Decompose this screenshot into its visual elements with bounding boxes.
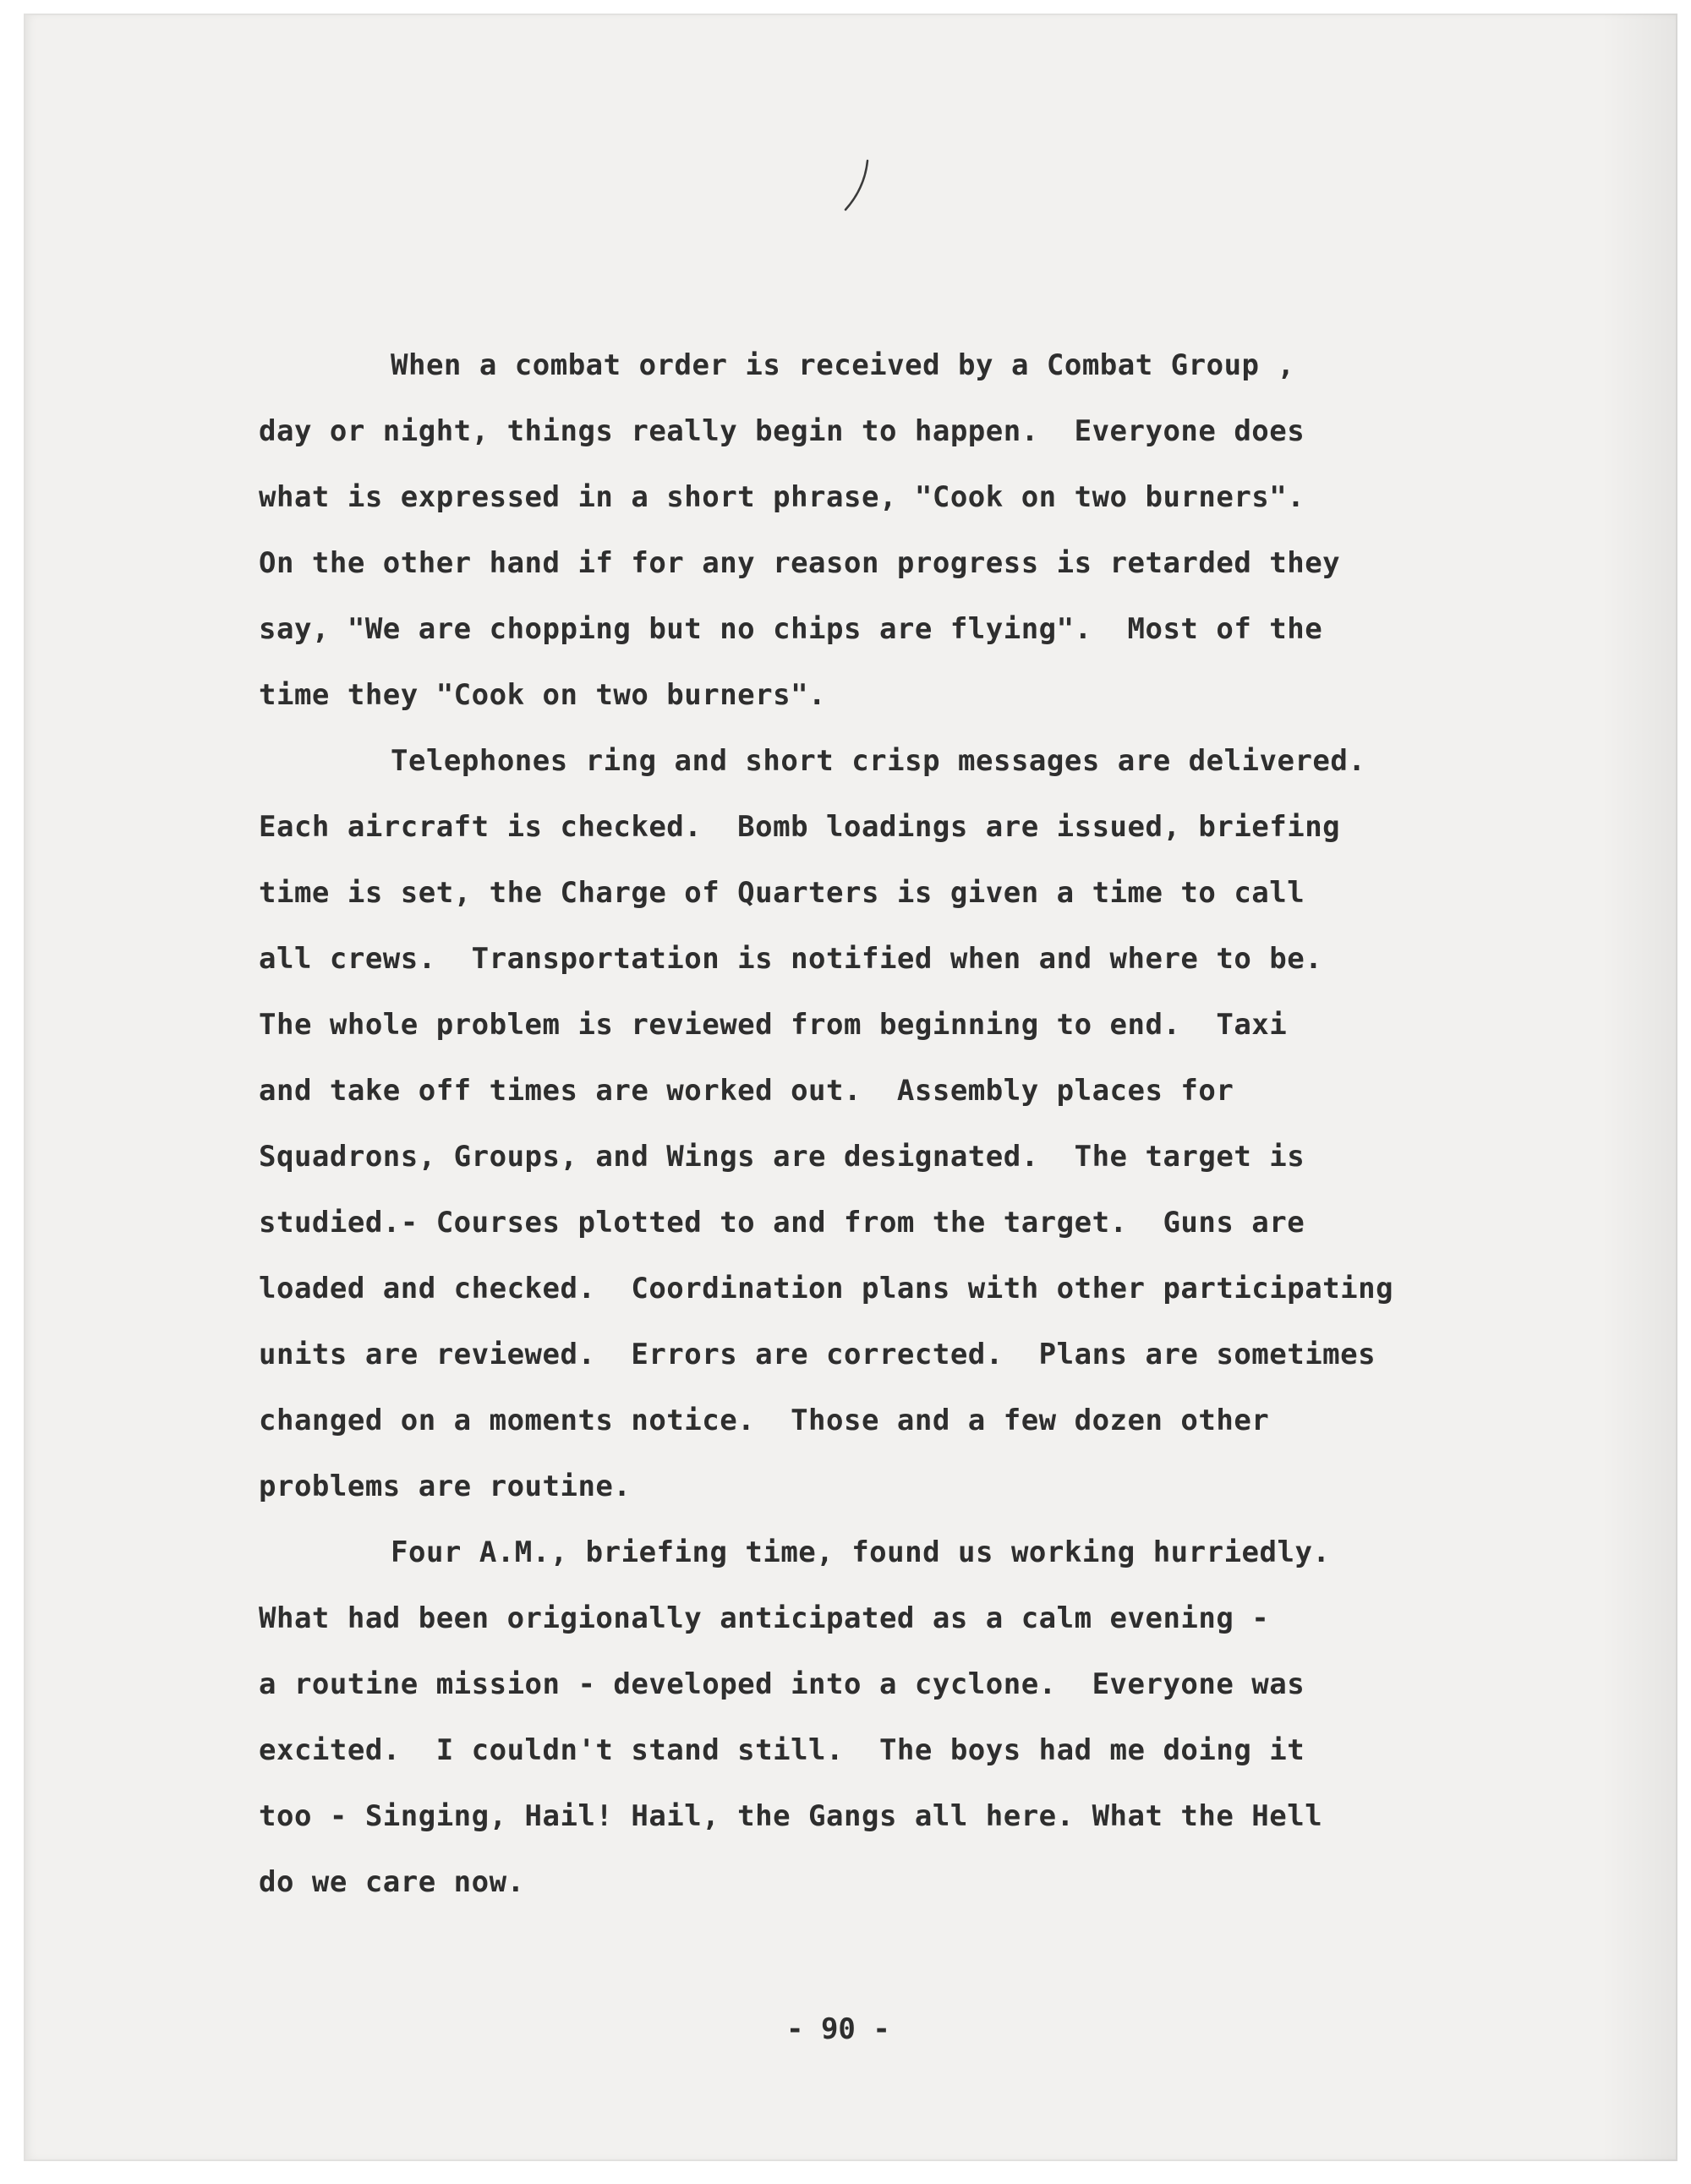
text-line: Squadrons, Groups, and Wings are designated. The target is: [259, 1140, 1305, 1174]
text-line: excited. I couldn't stand still. The boys had me doing it: [259, 1733, 1305, 1767]
pencil-check-mark: [842, 157, 876, 216]
text-line: Each aircraft is checked. Bomb loadings are issued, briefing: [259, 810, 1341, 844]
body-text: [259, 332, 1628, 1915]
text-line: units are reviewed. Errors are corrected. Plans are sometimes: [259, 1338, 1376, 1371]
text-line: loaded and checked. Coordination plans with other participating: [259, 1272, 1394, 1305]
text-line: Four A.M., briefing time, found us working hurriedly.: [391, 1535, 1331, 1569]
text-line: too - Singing, Hail! Hail, the Gangs all here. What the Hell: [259, 1799, 1323, 1833]
text-line: what is expressed in a short phrase, "Cook on two burners".: [259, 480, 1305, 514]
text-line: a routine mission - developed into a cyclone. Everyone was: [259, 1667, 1305, 1701]
text-line: time they "Cook on two burners".: [259, 678, 827, 712]
text-line: and take off times are worked out. Assembly places for: [259, 1074, 1234, 1108]
text-line: problems are routine.: [259, 1470, 632, 1503]
text-line: Telephones ring and short crisp messages are delivered.: [391, 744, 1366, 778]
text-line: say, "We are chopping but no chips are flying". Most of the: [259, 612, 1323, 646]
text-line: time is set, the Charge of Quarters is given a time to call: [259, 876, 1305, 910]
text-line: What had been origionally anticipated as a calm evening -: [259, 1601, 1270, 1635]
text-line: changed on a moments notice. Those and a few dozen other: [259, 1404, 1270, 1437]
page-number: - 90 -: [786, 2012, 890, 2046]
text-line: studied.- Courses plotted to and from the target. Guns are: [259, 1206, 1305, 1240]
text-line: all crews. Transportation is notified when and where to be.: [259, 942, 1323, 976]
text-line: The whole problem is reviewed from beginning to end. Taxi: [259, 1008, 1288, 1042]
text-line: day or night, things really begin to happen. Everyone does: [259, 414, 1305, 448]
text-line: do we care now.: [259, 1865, 525, 1899]
text-line: When a combat order is received by a Combat Group ,: [391, 348, 1295, 382]
text-line: On the other hand if for any reason progress is retarded they: [259, 546, 1341, 580]
